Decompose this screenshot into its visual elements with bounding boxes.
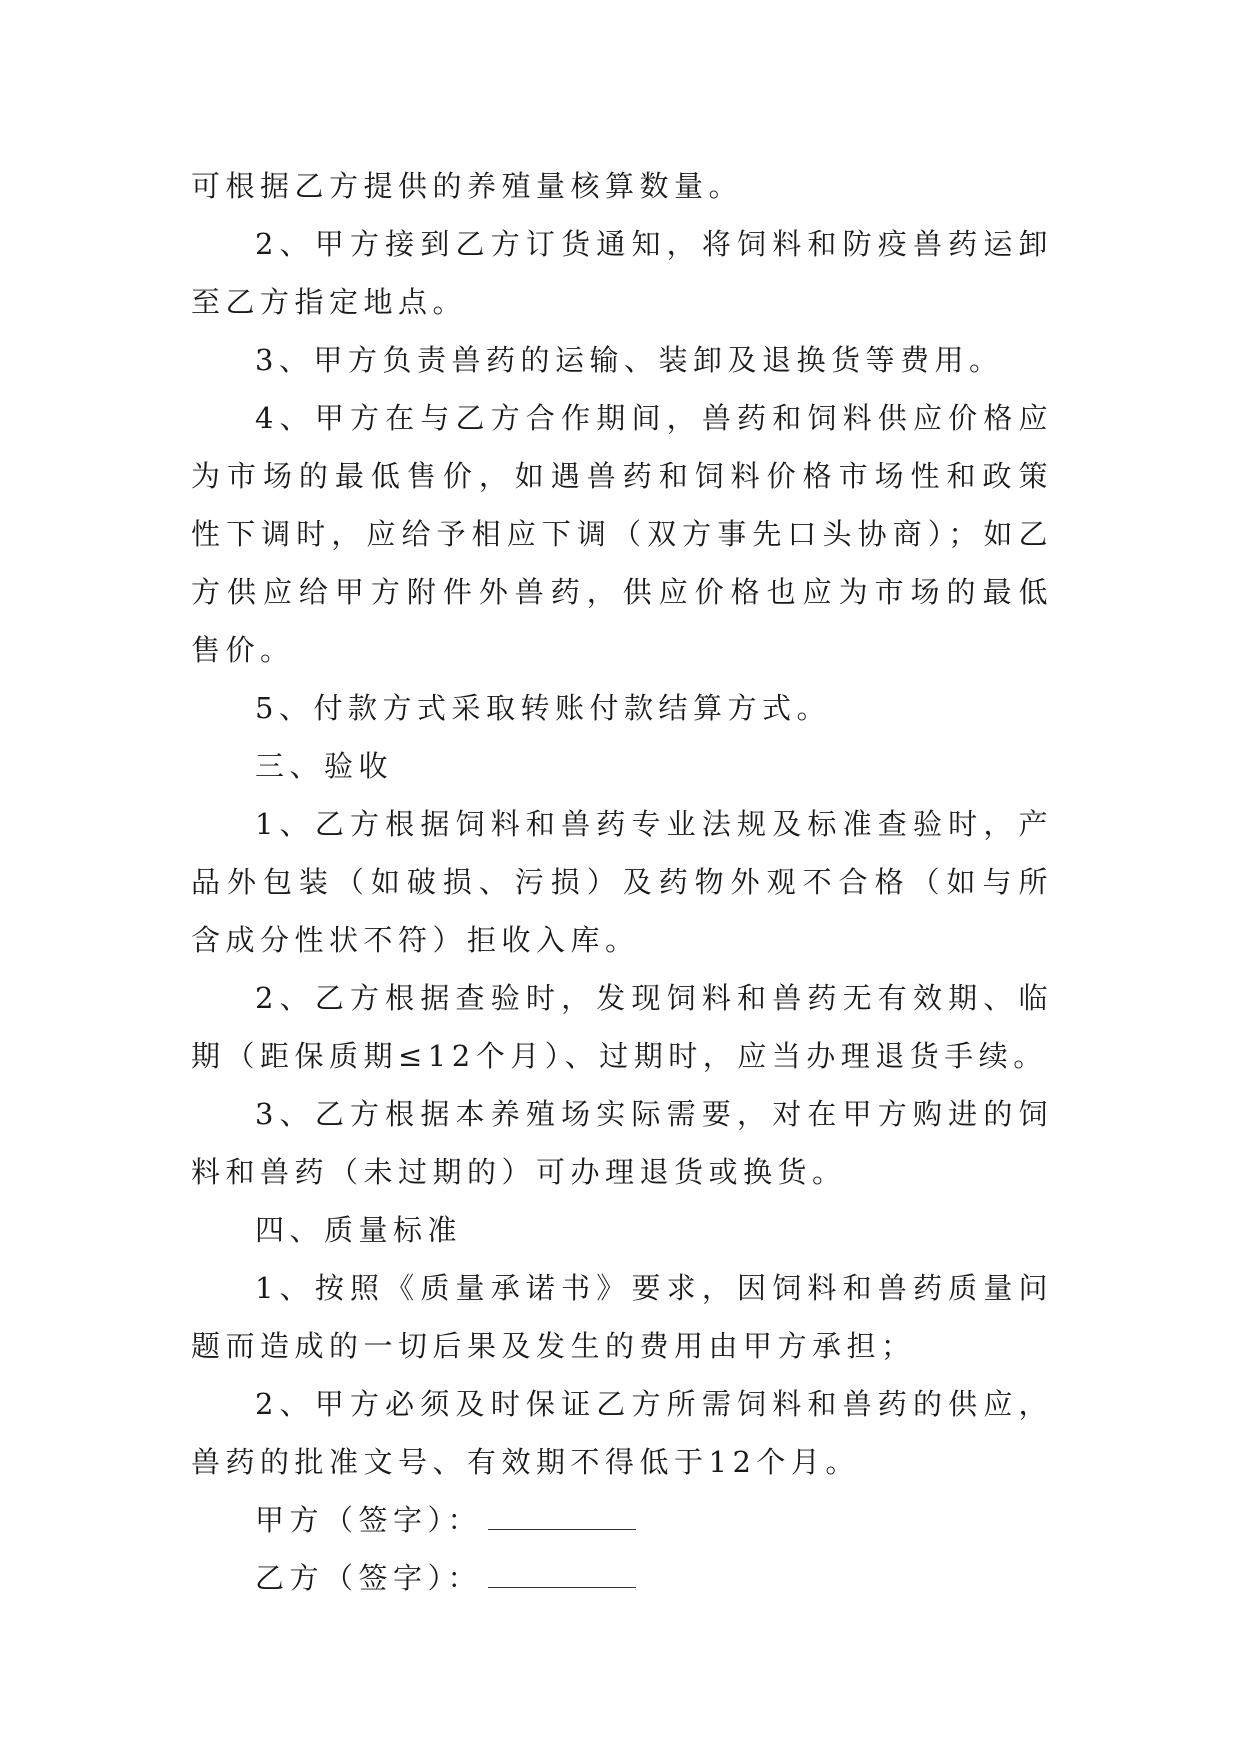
document-page — [191, 157, 1053, 1607]
paragraph-11: 2、甲方必须及时保证乙方所需饲料和兽药的供应，兽药的批准文号、有效期不得低于12个月。 — [191, 1387, 1053, 1479]
paragraph-4: 5、付款方式采取转账付款结算方式。 — [255, 691, 831, 725]
party-a-label: 甲方（签字）： — [255, 1503, 483, 1537]
paragraph-8: 3、乙方根据本养殖场实际需要，对在甲方购进的饲料和兽药（未过期的）可办理退货或换货。 — [191, 1097, 1053, 1189]
party-b-label: 乙方（签字）： — [255, 1561, 483, 1595]
paragraph-1: 2、甲方接到乙方订货通知，将饲料和防疫兽药运卸至乙方指定地点。 — [191, 227, 1053, 319]
section-heading-acceptance: 三、验收 — [255, 749, 394, 783]
paragraph-10: 1、按照《质量承诺书》要求，因饲料和兽药质量问题而造成的一切后果及发生的费用由甲方承担； — [191, 1271, 1053, 1363]
party-b-signature-line[interactable] — [488, 1565, 636, 1588]
section-heading-quality: 四、质量标准 — [255, 1213, 463, 1247]
paragraph-7: 2、乙方根据查验时，发现饲料和兽药无有效期、临期（距保质期≤12个月）、过期时，应当办理退货手续。 — [191, 981, 1053, 1073]
paragraph-3: 4、甲方在与乙方合作期间，兽药和饲料供应价格应为市场的最低售价，如遇兽药和饲料价格市场性和政策性下调时，应给予相应下调（双方事先口头协商）；如乙方供应给甲方附件外兽药，供应价格也应为市场的最低售价。 — [191, 401, 1053, 667]
paragraph-6: 1、乙方根据饲料和兽药专业法规及标准查验时，产品外包装（如破损、污损）及药物外观不合格（如与所含成分性状不符）拒收入库。 — [191, 807, 1053, 957]
party-b-signature — [191, 1549, 1053, 1607]
party-a-signature — [191, 1491, 1053, 1549]
party-a-signature-line[interactable] — [488, 1507, 636, 1530]
paragraph-0: 可根据乙方提供的养殖量核算数量。 — [191, 169, 744, 203]
paragraph-2: 3、甲方负责兽药的运输、装卸及退换货等费用。 — [255, 343, 1004, 377]
